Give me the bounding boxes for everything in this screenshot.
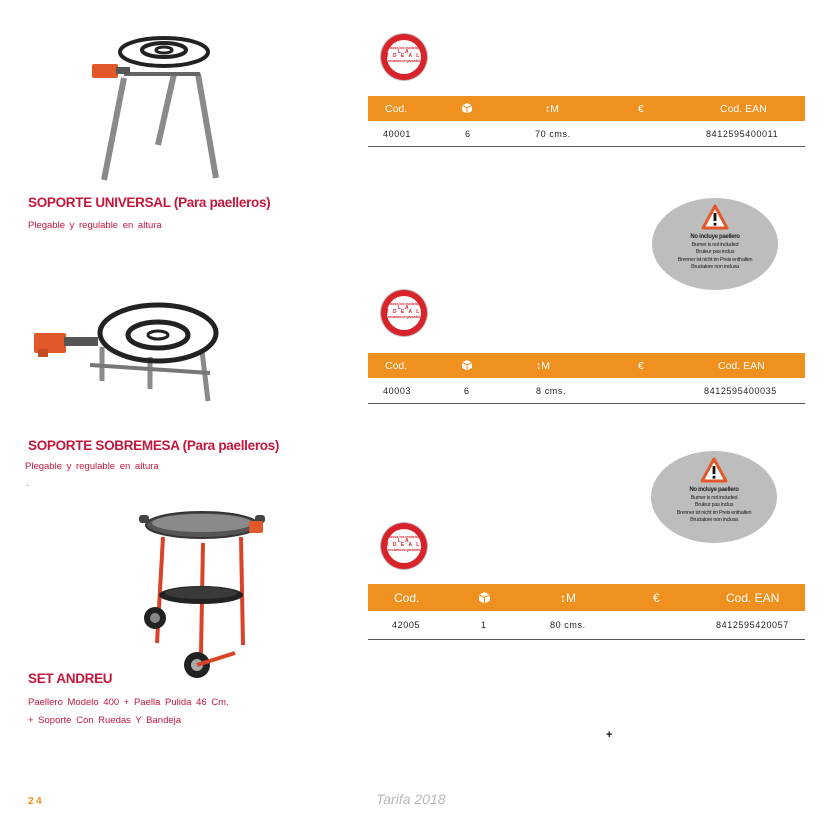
header-cod: Cod. [394, 591, 420, 605]
cell-cod: 40003 [383, 386, 412, 396]
height-icon: ↕M [545, 103, 559, 115]
header-cod: Cod. [385, 360, 408, 372]
product-description-line: Paellero Modelo 400 + Paella Pulida 46 Cm. [28, 697, 229, 708]
badge-top-text: Todos los modelos [388, 46, 420, 50]
product-description: Plegable y regulable en altura [25, 461, 159, 472]
warning-icon [700, 457, 728, 483]
warning-line: Burner is not included [690, 494, 738, 501]
header-ean: Cod. EAN [726, 591, 780, 605]
header-price: € [638, 360, 644, 372]
cell-cod: 42005 [392, 620, 421, 630]
warning-not-included [651, 451, 777, 543]
warning-line: No incluye paellero [690, 234, 740, 240]
cell-ean: 8412595420057 [716, 620, 789, 630]
warning-icon [701, 204, 729, 230]
box-icon [478, 591, 491, 607]
badge-top-text: Todos los modelos [388, 302, 420, 306]
warning-line: Burner is not included [691, 241, 739, 248]
warning-line: Bruleur pas inclus [695, 249, 735, 255]
brand-badge [381, 34, 427, 80]
header-ean: Cod. EAN [720, 103, 767, 115]
product-table [368, 353, 805, 404]
cell-units: 6 [465, 129, 471, 139]
badge-top-text: Todos los modelos [388, 535, 420, 539]
cell-height: 70 cms. [535, 129, 571, 139]
badge-name-bottom: I D E A L [387, 542, 421, 549]
plus-mark: + [606, 729, 613, 741]
stray-dot: . [26, 478, 29, 488]
height-icon: ↕M [560, 591, 576, 605]
table-row [368, 611, 805, 640]
warning-line: Brenner ist nicht im Preis enthalten [677, 256, 753, 263]
product-title: SOPORTE SOBREMESA (Para paelleros) [28, 438, 280, 453]
cell-height: 80 cms. [550, 620, 586, 630]
header-cod: Cod. [385, 103, 408, 115]
catalog-title: Tarifa 2018 [376, 791, 446, 807]
badge-name-top: L A [397, 49, 411, 56]
product-title: SET ANDREU [28, 671, 113, 686]
product-table [368, 96, 805, 147]
product-table [368, 584, 805, 640]
product-image-set-andreu [135, 503, 270, 683]
cell-units: 6 [464, 386, 470, 396]
table-header [368, 353, 805, 378]
product-image-soporte-universal [78, 30, 228, 185]
warning-not-included [652, 198, 778, 290]
badge-name-bottom: I D E A L [387, 309, 421, 316]
box-icon [461, 359, 473, 374]
badge-bottom-text: recambios garantía [387, 547, 421, 552]
product-image-soporte-sobremesa [30, 295, 225, 425]
table-header [368, 584, 805, 611]
badge-name-top: L A [397, 305, 411, 312]
box-icon [461, 102, 473, 117]
warning-line: Bruciatore non inclusa [691, 264, 739, 270]
header-price: € [653, 591, 660, 605]
brand-badge [381, 523, 427, 569]
cell-height: 8 cms. [536, 386, 567, 396]
table-header [368, 96, 805, 121]
cell-cod: 40001 [383, 129, 412, 139]
page-number: 24 [28, 795, 44, 807]
cell-ean: 8412595400035 [704, 386, 777, 396]
badge-bottom-text: recambios garantía [387, 58, 421, 63]
product-description-line: + Soporte Con Ruedas Y Bandeja [28, 715, 182, 726]
warning-line: Brenner ist nicht im Preis enthalten [676, 509, 752, 516]
product-title: SOPORTE UNIVERSAL (Para paelleros) [28, 195, 271, 210]
table-row [368, 378, 805, 404]
warning-line: Bruleur pas inclus [694, 502, 734, 508]
brand-badge [381, 290, 427, 336]
badge-bottom-text: recambios garantía [387, 314, 421, 319]
product-description: Plegable y regulable en altura [28, 220, 162, 231]
warning-line: No incluye paellero [689, 487, 739, 493]
height-icon: ↕M [536, 360, 550, 372]
header-ean: Cod. EAN [718, 360, 765, 372]
cell-ean: 8412595400011 [706, 129, 779, 139]
badge-name-bottom: I D E A L [387, 53, 421, 60]
badge-name-top: L A [397, 538, 411, 545]
cell-units: 1 [481, 620, 487, 630]
table-row [368, 121, 805, 147]
warning-line: Bruciatore non inclusa [690, 517, 738, 523]
header-price: € [638, 103, 644, 115]
